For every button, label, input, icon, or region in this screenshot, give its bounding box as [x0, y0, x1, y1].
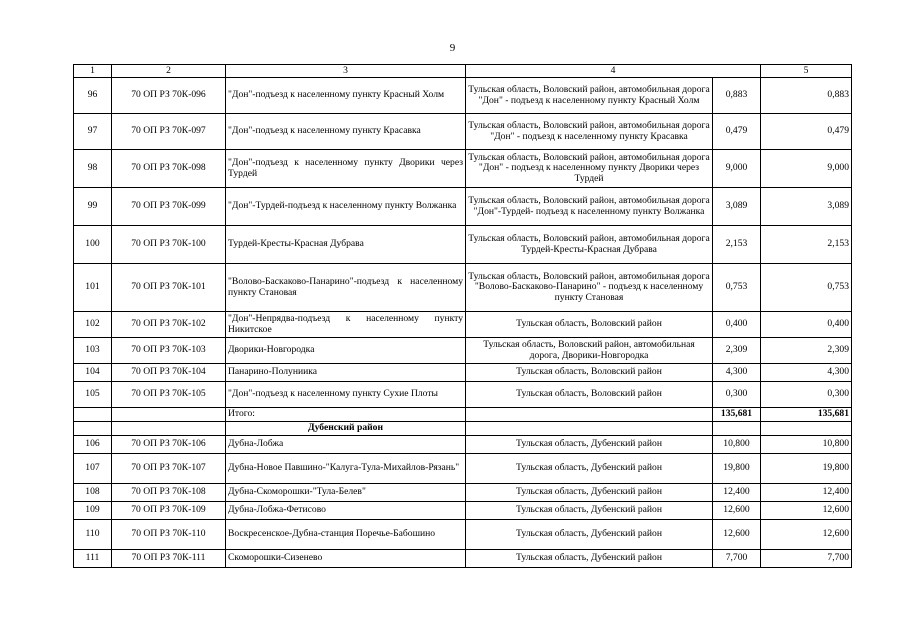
road-code: 70 ОП РЗ 70К-101	[112, 264, 226, 312]
road-length: 12,400	[713, 484, 761, 502]
road-length-total: 0,883	[761, 78, 852, 114]
header-cell-3: 3	[226, 65, 466, 78]
table-row	[74, 382, 852, 408]
road-length-total: 10,800	[761, 436, 852, 454]
road-length: 2,309	[713, 338, 761, 364]
roads-table-body	[74, 65, 852, 568]
road-location: Тульская область, Воловский район, автомобильная дорога Турдей-Кресты-Красная Дубрава	[466, 226, 713, 264]
road-location: Тульская область, Воловский район, автомобильная дорога, Дворики-Новгородка	[466, 338, 713, 364]
road-name: "Волово-Баскаково-Панарино"-подъезд к населенному пункту Становая	[226, 264, 466, 312]
road-code: 70 ОП РЗ 70К-099	[112, 188, 226, 226]
table-row	[74, 520, 852, 550]
page-number: 9	[449, 42, 456, 54]
road-location: Тульская область, Воловский район, автомобильная дорога "Волово-Баскаково-Панарино" - подъезд к населенному пункту Становая	[466, 264, 713, 312]
road-code: 70 ОП РЗ 70К-110	[112, 520, 226, 550]
road-name: "Дон"-Турдей-подъезд к населенному пункту Волжанка	[226, 188, 466, 226]
road-location: Тульская область, Воловский район	[466, 312, 713, 338]
road-length: 0,300	[713, 382, 761, 408]
road-length-total: 9,000	[761, 150, 852, 188]
table-row	[74, 150, 852, 188]
table-row	[74, 264, 852, 312]
row-number: 109	[74, 502, 112, 520]
road-location: Тульская область, Дубенский район	[466, 436, 713, 454]
road-name: Дубна-Лобжа	[226, 436, 466, 454]
road-name: "Дон"-Непрядва-подъезд к населенному пункту Никитское	[226, 312, 466, 338]
row-number: 108	[74, 484, 112, 502]
road-location: Тульская область, Воловский район	[466, 364, 713, 382]
district-empty-num	[74, 422, 112, 436]
total-empty-num	[74, 408, 112, 422]
road-length-total: 2,153	[761, 226, 852, 264]
road-location: Тульская область, Воловский район	[466, 382, 713, 408]
district-empty-code	[112, 422, 226, 436]
table-row	[74, 502, 852, 520]
total-label: Итого:	[226, 408, 466, 422]
row-number: 102	[74, 312, 112, 338]
road-name: Панарино-Полуниика	[226, 364, 466, 382]
district-empty-len1	[713, 422, 761, 436]
road-length: 0,479	[713, 114, 761, 150]
road-length: 3,089	[713, 188, 761, 226]
total-length: 135,681	[713, 408, 761, 422]
road-name: "Дон"-подъезд к населенному пункту Красавка	[226, 114, 466, 150]
road-name: Дубна-Скоморошки-"Тула-Белев"	[226, 484, 466, 502]
road-name: Турдей-Кресты-Красная Дубрава	[226, 226, 466, 264]
road-length-total: 3,089	[761, 188, 852, 226]
total-empty-code	[112, 408, 226, 422]
district-empty-len2	[761, 422, 852, 436]
road-length: 4,300	[713, 364, 761, 382]
table-row	[74, 78, 852, 114]
road-length: 0,400	[713, 312, 761, 338]
road-code: 70 ОП РЗ 70К-100	[112, 226, 226, 264]
road-location: Тульская область, Дубенский район	[466, 520, 713, 550]
row-number: 106	[74, 436, 112, 454]
row-number: 107	[74, 454, 112, 484]
district-row	[74, 422, 852, 436]
row-number: 97	[74, 114, 112, 150]
road-name: Дубна-Новое Павшино-"Калуга-Тула-Михайлов-Рязань"	[226, 454, 466, 484]
row-number: 111	[74, 550, 112, 568]
road-code: 70 ОП РЗ 70К-096	[112, 78, 226, 114]
road-code: 70 ОП РЗ 70К-111	[112, 550, 226, 568]
road-name: "Дон"-подъезд к населенному пункту Дворики через Турдей	[226, 150, 466, 188]
row-number: 100	[74, 226, 112, 264]
road-name: Дворики-Новгородка	[226, 338, 466, 364]
total-length-total: 135,681	[761, 408, 852, 422]
road-location: Тульская область, Дубенский район	[466, 502, 713, 520]
road-length-total: 7,700	[761, 550, 852, 568]
road-length-total: 19,800	[761, 454, 852, 484]
road-length: 19,800	[713, 454, 761, 484]
road-location: Тульская область, Воловский район, автомобильная дорога "Дон"-Турдей- подъезд к населенному пункту Волжанка	[466, 188, 713, 226]
road-length-total: 12,600	[761, 502, 852, 520]
table-row	[74, 484, 852, 502]
road-code: 70 ОП РЗ 70К-108	[112, 484, 226, 502]
road-code: 70 ОП РЗ 70К-105	[112, 382, 226, 408]
table-row	[74, 550, 852, 568]
table-row	[74, 364, 852, 382]
road-length: 2,153	[713, 226, 761, 264]
road-name: Скоморошки-Сизенево	[226, 550, 466, 568]
road-length-total: 0,400	[761, 312, 852, 338]
road-code: 70 ОП РЗ 70К-104	[112, 364, 226, 382]
road-length-total: 2,309	[761, 338, 852, 364]
road-location: Тульская область, Дубенский район	[466, 484, 713, 502]
road-length: 12,600	[713, 502, 761, 520]
road-code: 70 ОП РЗ 70К-107	[112, 454, 226, 484]
road-length: 0,753	[713, 264, 761, 312]
table-row	[74, 188, 852, 226]
road-code: 70 ОП РЗ 70К-103	[112, 338, 226, 364]
header-cell-5: 5	[761, 65, 852, 78]
road-length-total: 4,300	[761, 364, 852, 382]
row-number: 98	[74, 150, 112, 188]
road-name: Дубна-Лобжа-Фетисово	[226, 502, 466, 520]
table-row	[74, 114, 852, 150]
row-number: 110	[74, 520, 112, 550]
road-code: 70 ОП РЗ 70К-106	[112, 436, 226, 454]
road-length: 0,883	[713, 78, 761, 114]
road-code: 70 ОП РЗ 70К-097	[112, 114, 226, 150]
road-name: "Дон"-подъезд к населенному пункту Красный Холм	[226, 78, 466, 114]
table-row	[74, 226, 852, 264]
road-name: Воскресенское-Дубна-станция Поречье-Бабошино	[226, 520, 466, 550]
row-number: 104	[74, 364, 112, 382]
total-row	[74, 408, 852, 422]
row-number: 103	[74, 338, 112, 364]
road-length: 10,800	[713, 436, 761, 454]
road-length-total: 0,479	[761, 114, 852, 150]
road-length-total: 0,753	[761, 264, 852, 312]
row-number: 96	[74, 78, 112, 114]
row-number: 99	[74, 188, 112, 226]
header-cell-1: 1	[74, 65, 112, 78]
row-number: 101	[74, 264, 112, 312]
district-empty-loc	[466, 422, 713, 436]
road-length-total: 12,600	[761, 520, 852, 550]
road-location: Тульская область, Воловский район, автомобильная дорога "Дон" - подъезд к населенному пункту Дворики через Турдей	[466, 150, 713, 188]
road-code: 70 ОП РЗ 70К-098	[112, 150, 226, 188]
table-row	[74, 454, 852, 484]
road-location: Тульская область, Воловский район, автомобильная дорога "Дон" - подъезд к населенному пункту Красавка	[466, 114, 713, 150]
road-location: Тульская область, Воловский район, автомобильная дорога "Дон" - подъезд к населенному пункту Красный Холм	[466, 78, 713, 114]
road-code: 70 ОП РЗ 70К-102	[112, 312, 226, 338]
total-empty-loc	[466, 408, 713, 422]
road-code: 70 ОП РЗ 70К-109	[112, 502, 226, 520]
road-length: 7,700	[713, 550, 761, 568]
road-length: 12,600	[713, 520, 761, 550]
row-number: 105	[74, 382, 112, 408]
road-location: Тульская область, Дубенский район	[466, 454, 713, 484]
road-length-total: 12,400	[761, 484, 852, 502]
header-cell-2: 2	[112, 65, 226, 78]
road-location: Тульская область, Дубенский район	[466, 550, 713, 568]
road-length-total: 0,300	[761, 382, 852, 408]
table-row	[74, 436, 852, 454]
road-name: "Дон"-подъезд к населенному пункту Сухие Плоты	[226, 382, 466, 408]
roads-table	[73, 64, 852, 568]
road-length: 9,000	[713, 150, 761, 188]
district-heading: Дубенский район	[226, 422, 466, 436]
table-row	[74, 312, 852, 338]
table-row	[74, 338, 852, 364]
header-cell-4: 4	[466, 65, 761, 78]
header-row	[74, 65, 852, 78]
